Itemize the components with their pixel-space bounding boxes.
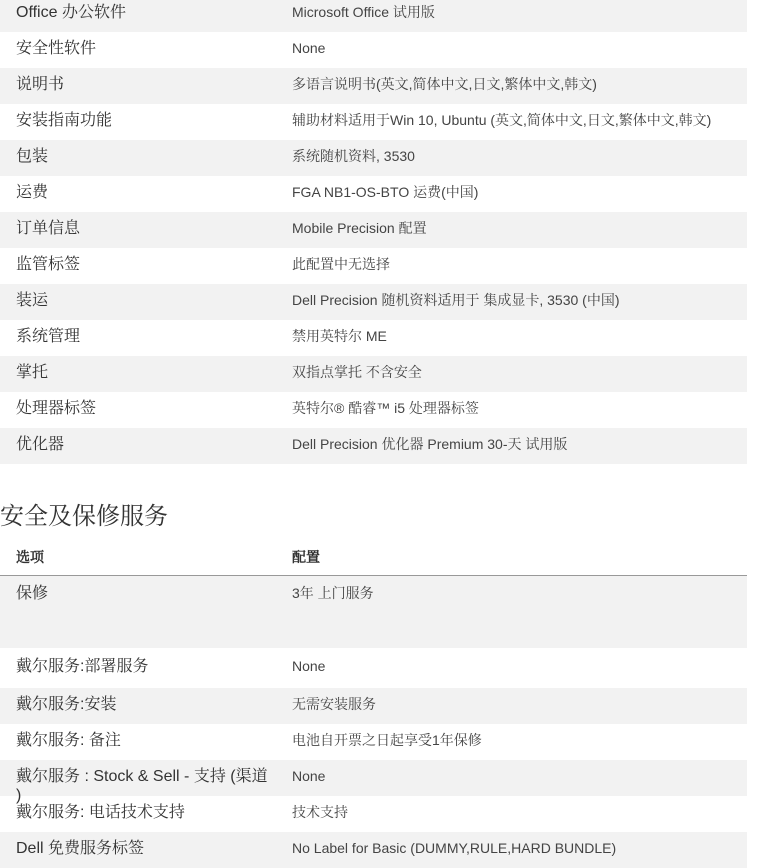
table-row <box>0 648 747 688</box>
option-cell: Dell 免费服务标签 <box>16 840 145 857</box>
option-cell: 戴尔服务: 电话技术支持 <box>16 804 185 821</box>
table-row <box>0 392 747 428</box>
table-row <box>0 576 747 648</box>
option-cell: Office 办公软件 <box>16 4 126 21</box>
table-row <box>0 140 747 176</box>
table-row <box>0 176 747 212</box>
value-cell: Dell Precision 优化器 Premium 30-天 试用版 <box>292 436 568 452</box>
value-cell: Dell Precision 随机资料适用于 集成显卡, 3530 (中国) <box>292 292 620 308</box>
option-cell: 运费 <box>16 184 49 201</box>
option-cell: 处理器标签 <box>16 400 97 417</box>
option-cell: 戴尔服务: 备注 <box>16 732 121 749</box>
table-row <box>0 104 747 140</box>
value-cell: None <box>292 768 326 784</box>
header-value: 配置 <box>292 548 320 565</box>
option-cell: 戴尔服务:安装 <box>16 696 117 713</box>
option-cell: 安装指南功能 <box>16 112 113 129</box>
service-table <box>0 576 747 868</box>
value-cell: FGA NB1-OS-BTO 运费(中国) <box>292 184 479 200</box>
table-row <box>0 0 747 32</box>
option-cell: 安全性软件 <box>16 40 97 57</box>
value-cell: 禁用英特尔 ME <box>292 328 387 344</box>
option-cell: 系统管理 <box>16 328 81 345</box>
value-cell: Microsoft Office 试用版 <box>292 4 435 20</box>
value-cell: 双指点掌托 不含安全 <box>292 364 422 380</box>
section-title: 安全及保修服务 <box>0 503 168 530</box>
table-row <box>0 68 747 104</box>
value-cell: 英特尔® 酷睿™ i5 处理器标签 <box>292 400 479 416</box>
option-cell: 掌托 <box>16 364 49 381</box>
table-row <box>0 32 747 68</box>
value-cell: No Label for Basic (DUMMY,RULE,HARD BUNDLE) <box>292 840 617 856</box>
header-option: 选项 <box>16 548 44 565</box>
value-cell: None <box>292 658 326 674</box>
value-cell: Mobile Precision 配置 <box>292 220 427 236</box>
table-row <box>0 428 747 464</box>
value-cell: 多语言说明书(英文,简体中文,日文,繁体中文,韩文) <box>292 76 597 92</box>
option-cell: 保修 <box>16 585 49 602</box>
value-cell: None <box>292 40 326 56</box>
table-row <box>0 796 747 832</box>
option-cell: 说明书 <box>16 76 65 93</box>
value-cell: 辅助材料适用于Win 10, Ubuntu (英文,简体中文,日文,繁体中文,韩文) <box>292 112 712 128</box>
table-row <box>0 356 747 392</box>
option-cell: 包装 <box>16 148 49 165</box>
value-cell: 技术支持 <box>292 804 348 820</box>
value-cell: 系统随机资料, 3530 <box>292 148 415 164</box>
option-cell: 监管标签 <box>16 256 81 273</box>
table-row <box>0 320 747 356</box>
table-row <box>0 212 747 248</box>
option-cell: 优化器 <box>16 436 65 453</box>
option-cell: 戴尔服务 : Stock & Sell - 支持 (渠道 ) <box>16 768 268 805</box>
value-cell: 无需安装服务 <box>292 696 376 712</box>
value-cell: 此配置中无选择 <box>292 256 390 272</box>
table-row <box>0 248 747 284</box>
table-row <box>0 724 747 760</box>
option-cell: 装运 <box>16 292 49 309</box>
table-row <box>0 688 747 724</box>
option-cell: 订单信息 <box>16 220 81 237</box>
value-cell: 电池自开票之日起享受1年保修 <box>292 732 482 748</box>
option-cell: 戴尔服务:部署服务 <box>16 658 149 675</box>
table-row <box>0 284 747 320</box>
value-cell: 3年 上门服务 <box>292 585 374 601</box>
table-header <box>0 538 747 576</box>
table-row <box>0 760 747 805</box>
